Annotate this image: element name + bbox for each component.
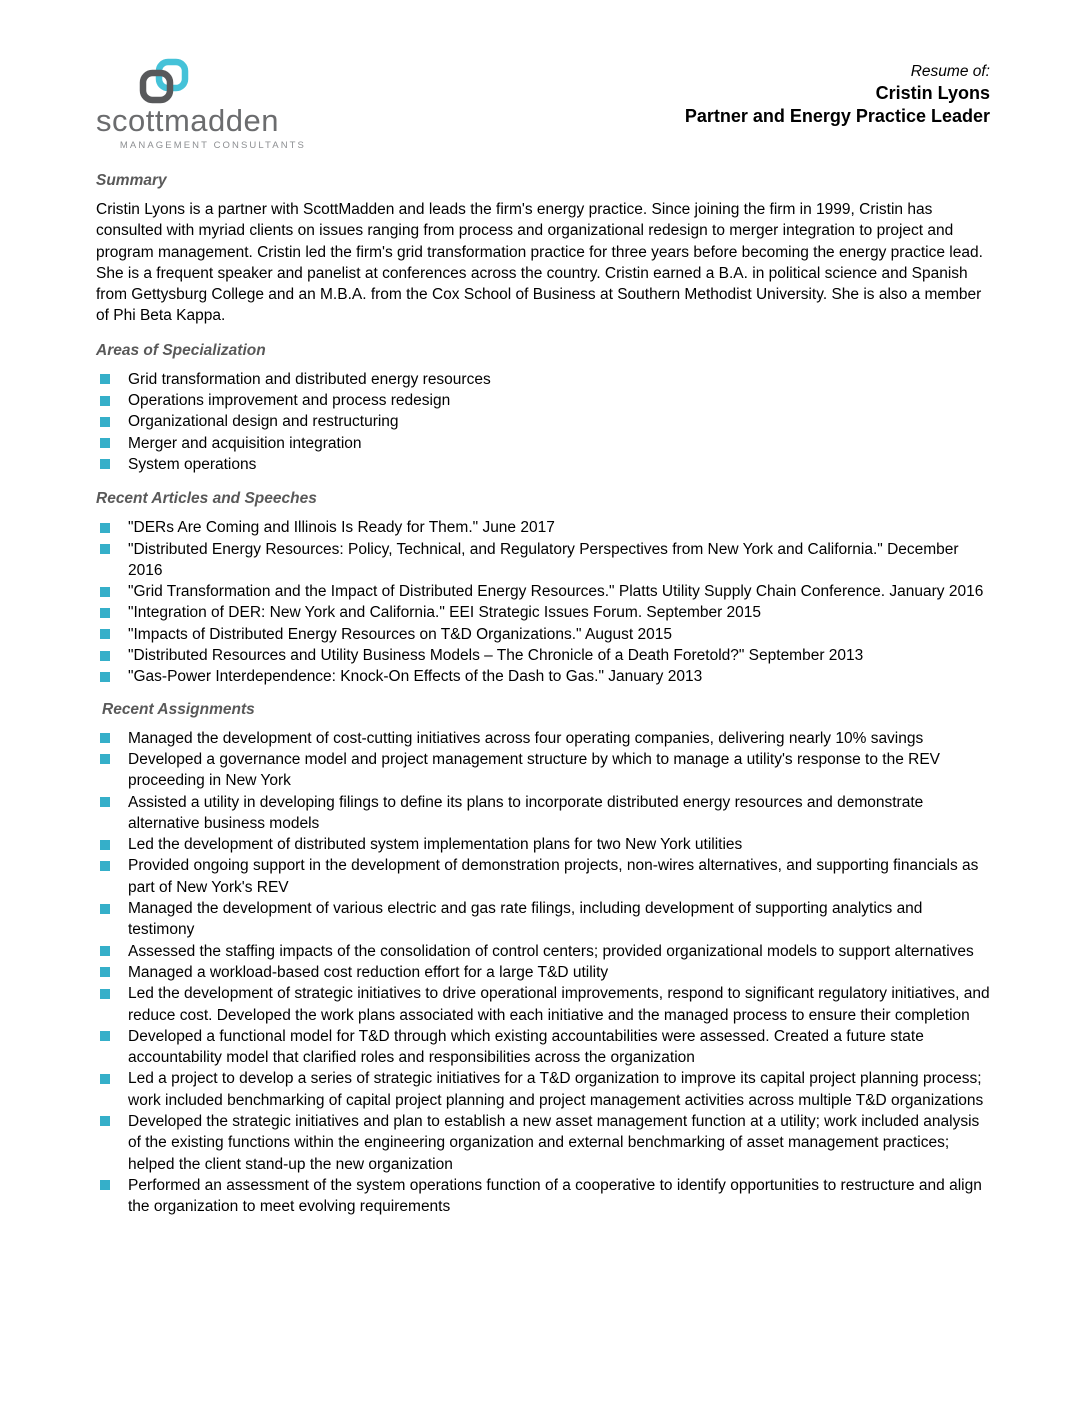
- assignments-list: [96, 728, 990, 1218]
- list-item: [96, 983, 990, 1026]
- list-item-text: Provided ongoing support in the development of demonstration projects, non-wires alternatives, and supporting financials as part of New York's REV: [128, 857, 979, 896]
- bullet-square-icon: [100, 629, 110, 639]
- list-item-text: Led a project to develop a series of strategic initiatives for a T&D organization to improve its capital project planning process; work included benchmarking of capital project planning and project management activities across multiple T&D organizations: [128, 1070, 984, 1109]
- list-item: [96, 1026, 990, 1069]
- list-item: [96, 433, 990, 454]
- list-item: [96, 834, 990, 855]
- list-item-text: "Integration of DER: New York and California." EEI Strategic Issues Forum. September 2015: [128, 604, 762, 622]
- bullet-square-icon: [100, 672, 110, 682]
- list-item: [96, 941, 990, 962]
- bullet-square-icon: [100, 904, 110, 914]
- list-item: [96, 1111, 990, 1175]
- bullet-square-icon: [100, 754, 110, 764]
- bullet-square-icon: [100, 1031, 110, 1041]
- specialization-list: [96, 369, 990, 475]
- list-item-text: Managed the development of cost-cutting initiatives across four operating companies, delivering nearly 10% savings: [128, 729, 924, 747]
- list-item-text: Grid transformation and distributed energy resources: [128, 370, 491, 388]
- section-recent-assignments: [96, 701, 990, 1218]
- list-item: [96, 624, 990, 645]
- list-item-text: Organizational design and restructuring: [128, 413, 399, 431]
- bullet-square-icon: [100, 523, 110, 533]
- list-item: [96, 581, 990, 602]
- list-item-text: Led the development of strategic initiatives to drive operational improvements, respond to significant regulatory initiatives, and reduce cost. Developed the work plans associated with each initiative and the managed process to ensure their completion: [128, 985, 990, 1024]
- list-item: [96, 962, 990, 983]
- list-item: [96, 539, 990, 582]
- bullet-square-icon: [100, 1180, 110, 1190]
- list-item-text: Developed a governance model and project management structure by which to manage a utility's response to the REV proceeding in New York: [128, 750, 941, 790]
- list-item: [96, 411, 990, 432]
- bullet-square-icon: [100, 544, 110, 554]
- list-item-text: Developed the strategic initiatives and plan to establish a new asset management function at a utility; work included analysis of the existing functions within the engineering organization and external benchmarking of asset management practices; helped the client stand-up the new organization: [128, 1112, 980, 1173]
- list-item-text: Assessed the staffing impacts of the consolidation of control centers; provided organizational models to support alternatives: [128, 942, 974, 960]
- list-item-text: "Impacts of Distributed Energy Resources on T&D Organizations." August 2015: [128, 625, 673, 643]
- specialization-heading: Areas of Specialization: [96, 341, 266, 359]
- bullet-square-icon: [100, 1116, 110, 1126]
- bullet-square-icon: [100, 989, 110, 999]
- list-item-text: Operations improvement and process redesign: [128, 392, 451, 410]
- list-item: [96, 898, 990, 941]
- bullet-square-icon: [100, 374, 110, 384]
- bullet-square-icon: [100, 396, 110, 406]
- list-item-text: System operations: [128, 455, 257, 473]
- list-item: [96, 390, 990, 411]
- scottmadden-overlapping-squares-icon: [138, 58, 190, 104]
- list-item-text: Developed a functional model for T&D through which existing accountabilities were assessed. Created a future state accountability model that clarified roles and responsibilities across the organization: [128, 1027, 924, 1067]
- articles-list: [96, 517, 990, 687]
- scottmadden-logo: [96, 58, 306, 151]
- bullet-square-icon: [100, 967, 110, 977]
- assignments-heading: Recent Assignments: [102, 700, 255, 718]
- bullet-square-icon: [100, 608, 110, 618]
- bullet-square-icon: [100, 840, 110, 850]
- list-item: [96, 454, 990, 475]
- bullet-square-icon: [100, 861, 110, 871]
- person-name: Cristin Lyons: [875, 82, 990, 103]
- list-item-text: Merger and acquisition integration: [128, 434, 362, 452]
- bullet-square-icon: [100, 459, 110, 469]
- bullet-square-icon: [100, 417, 110, 427]
- logo-brand-text: scottmadden: [96, 103, 279, 138]
- bullet-square-icon: [100, 651, 110, 661]
- list-item: [96, 666, 990, 687]
- list-item-text: Performed an assessment of the system operations function of a cooperative to identify opportunities to restructure and align the organization to meet evolving requirements: [128, 1176, 982, 1216]
- list-item: [96, 855, 990, 898]
- section-recent-articles: [96, 490, 990, 687]
- list-item: [96, 369, 990, 390]
- list-item-text: "Distributed Resources and Utility Business Models – The Chronicle of a Death Foretold?" September 2013: [128, 647, 864, 665]
- list-item: [96, 749, 990, 792]
- resume-of-label: Resume of:: [910, 63, 990, 80]
- list-item-text: Managed the development of various electric and gas rate filings, including development of supporting analytics and testimony: [128, 900, 923, 939]
- list-item-text: "Grid Transformation and the Impact of Distributed Energy Resources." Platts Utility Supply Chain Conference. January 2016: [128, 583, 984, 601]
- bullet-square-icon: [100, 587, 110, 597]
- list-item: [96, 517, 990, 538]
- bullet-square-icon: [100, 438, 110, 448]
- list-item-text: Led the development of distributed system implementation plans for two New York utilities: [128, 836, 743, 854]
- bullet-square-icon: [100, 1074, 110, 1084]
- list-item-text: "Distributed Energy Resources: Policy, Technical, and Regulatory Perspectives from New York and California." December 2016: [128, 540, 959, 579]
- section-summary: [96, 172, 990, 327]
- section-areas-of-specialization: [96, 342, 990, 475]
- list-item-text: "DERs Are Coming and Illinois Is Ready for Them." June 2017: [128, 519, 555, 537]
- summary-heading: Summary: [96, 172, 167, 189]
- title-block: [685, 62, 990, 128]
- list-item: [96, 1175, 990, 1218]
- list-item: [96, 645, 990, 666]
- articles-heading: Recent Articles and Speeches: [96, 490, 317, 508]
- bullet-square-icon: [100, 946, 110, 956]
- list-item-text: Managed a workload-based cost reduction effort for a large T&D utility: [128, 963, 609, 981]
- list-item-text: "Gas-Power Interdependence: Knock-On Effects of the Dash to Gas." January 2013: [128, 668, 703, 686]
- bullet-square-icon: [100, 797, 110, 807]
- list-item: [96, 1068, 990, 1111]
- logo-tagline-text: MANAGEMENT CONSULTANTS: [119, 140, 306, 151]
- person-role: Partner and Energy Practice Leader: [684, 105, 990, 126]
- list-item-text: Assisted a utility in developing filings to define its plans to incorporate distributed energy resources and demonstrate alternative business models: [128, 793, 924, 832]
- header: [96, 58, 990, 151]
- summary-paragraph: Cristin Lyons is a partner with ScottMadden and leads the firm's energy practice. Since joining the firm in 1999, Cristin has consulted with myriad clients on issues ranging from process and organizational redesign to merger integration to project and program management. Cristin led the firm's grid transformation practice for three years before becoming the energy practice lead. She is a frequent speaker and panelist at conferences across the country. Cristin earned a B.A. in political science and Spanish from Gettysburg College and an M.B.A. from the Cox School of Business at Southern Methodist University. She is also a member of Phi Beta Kappa.: [96, 201, 983, 325]
- list-item: [96, 792, 990, 835]
- list-item: [96, 602, 990, 623]
- bullet-square-icon: [100, 733, 110, 743]
- list-item: [96, 728, 990, 749]
